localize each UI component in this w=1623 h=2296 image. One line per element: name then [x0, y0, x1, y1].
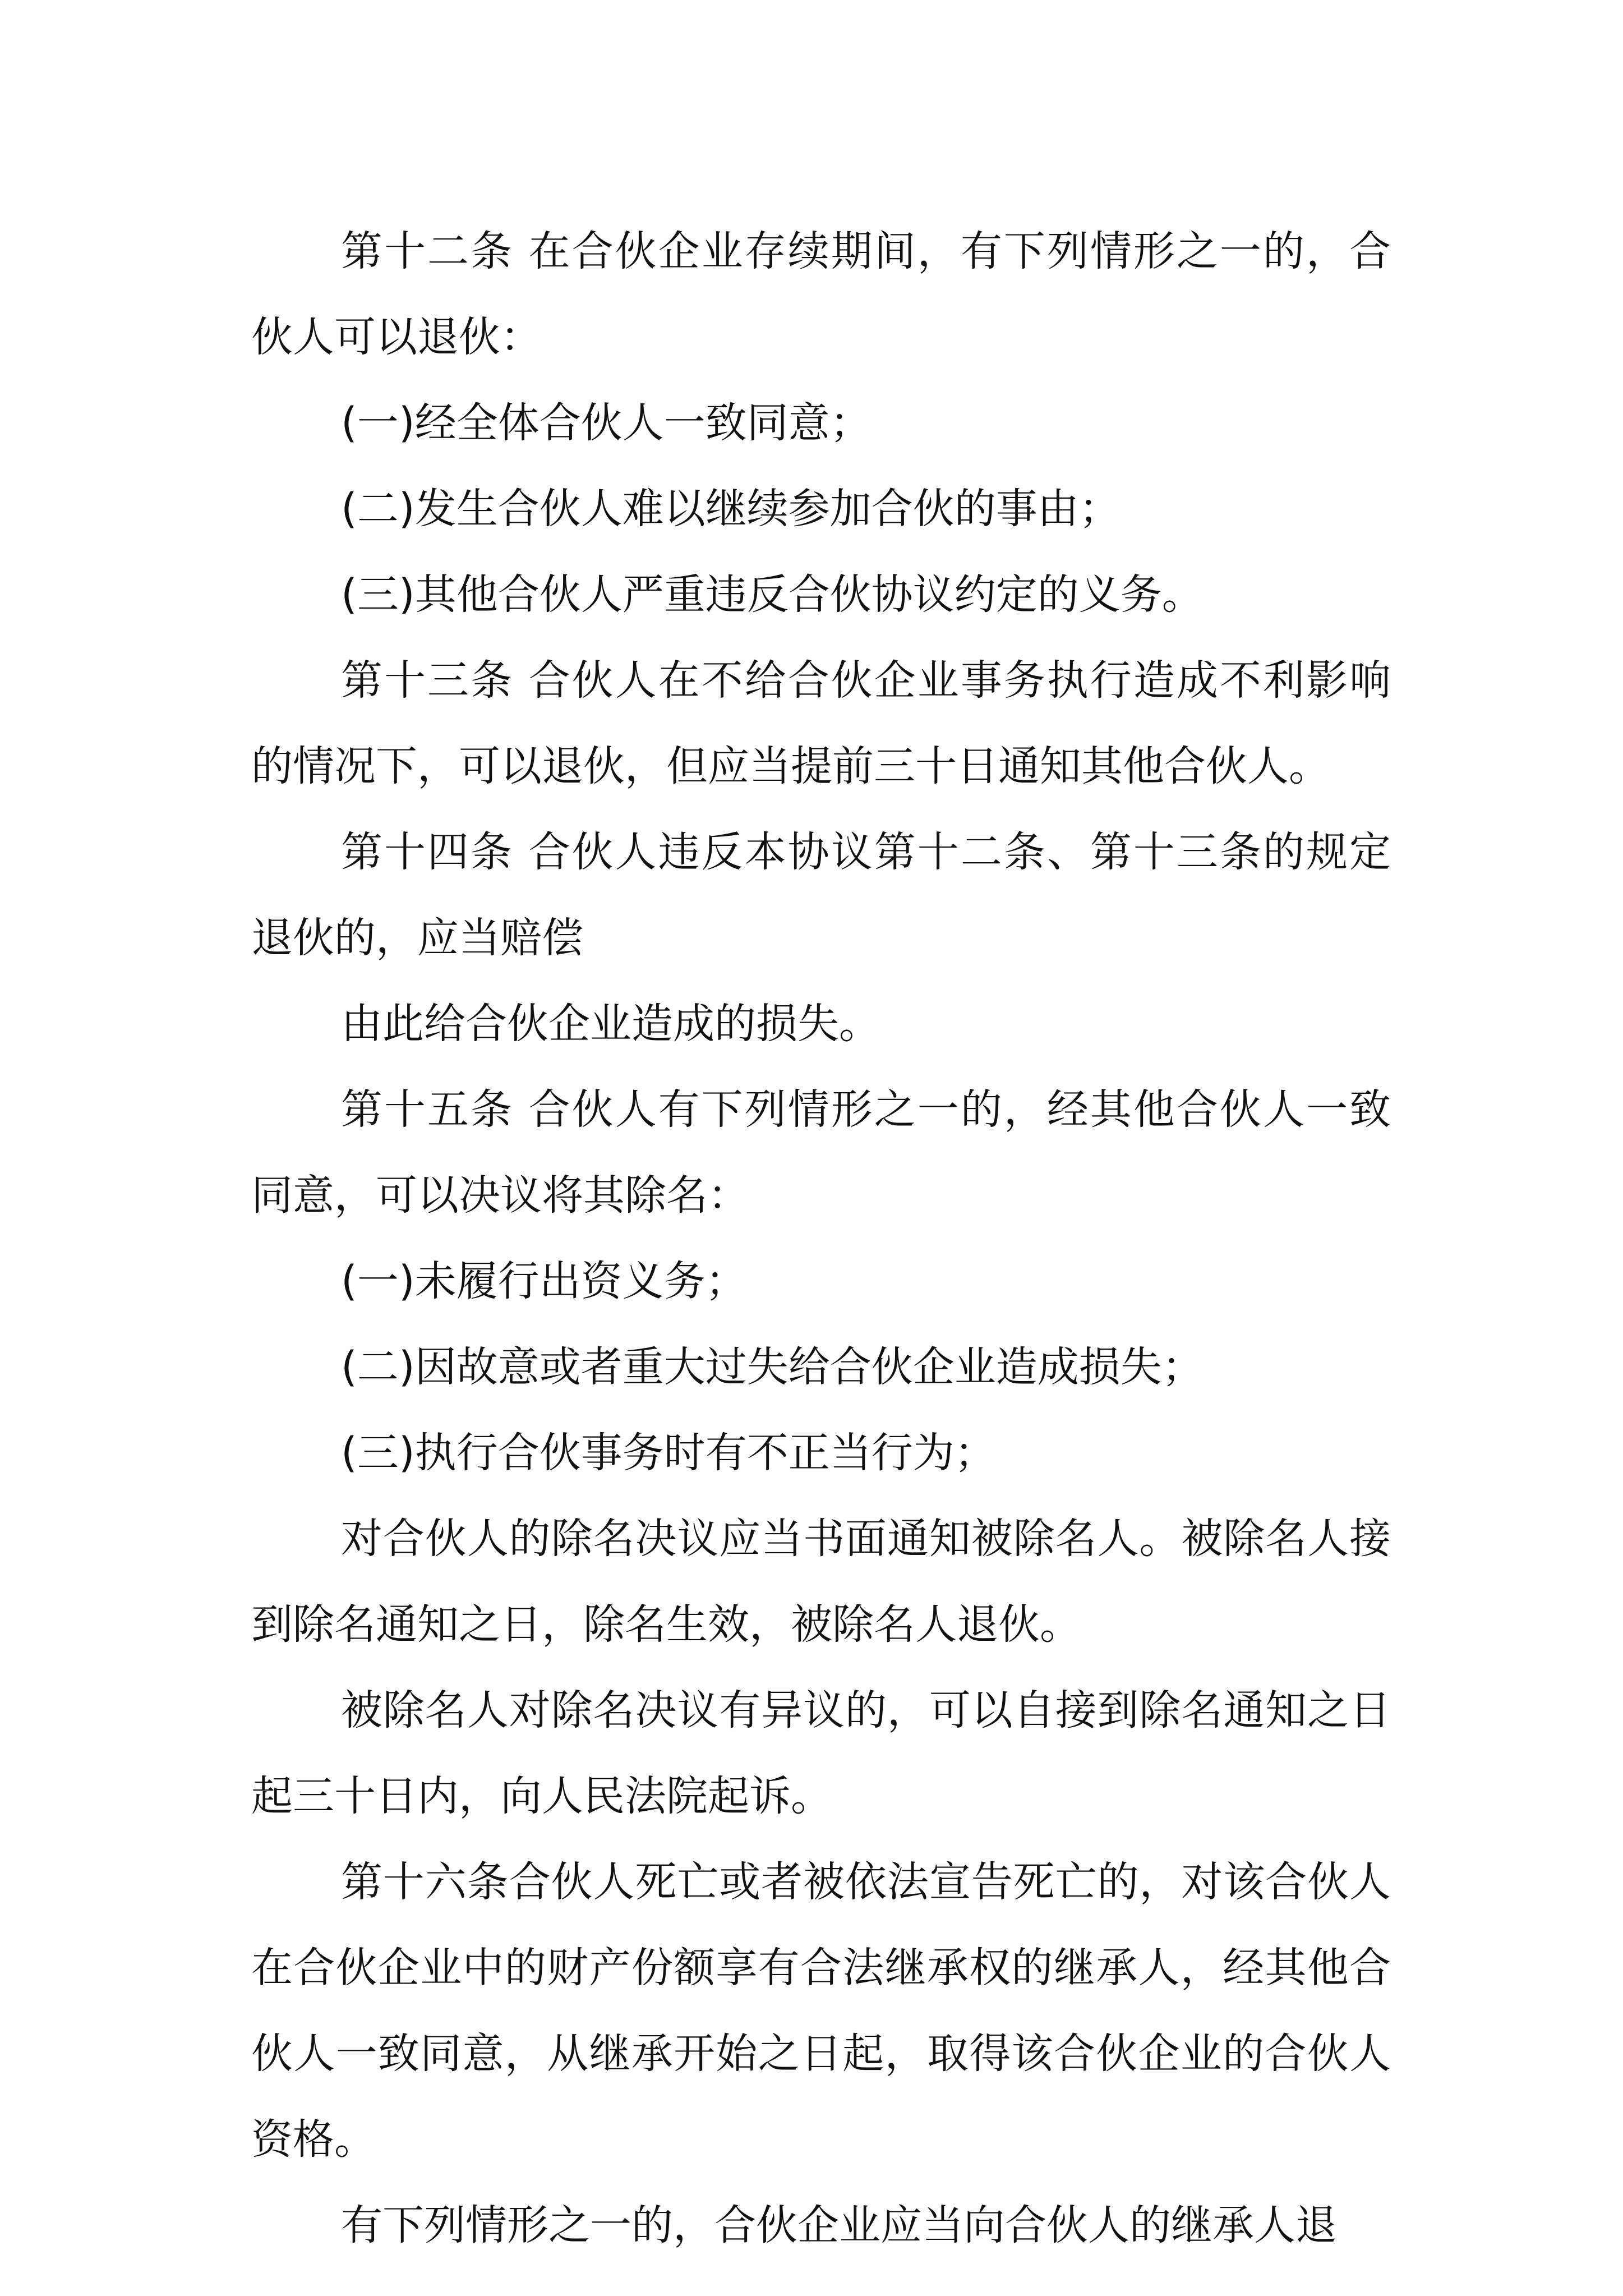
document-body: [251, 209, 1391, 2269]
paragraph-article-14: 第十四条 合伙人违反本协议第十二条、第十三条的规定退伙的，应当赔偿: [251, 828, 1391, 962]
paragraph-article-13: 第十三条 合伙人在不给合伙企业事务执行造成不利影响的情况下，可以退伙，但应当提前三十日通知其他合伙人。: [251, 656, 1391, 790]
paragraph-item-3: (三)其他合伙人严重违反合伙协议约定的义务。: [341, 570, 1204, 619]
paragraph-item-3b: (三)执行合伙事务时有不正当行为；: [341, 1429, 996, 1477]
paragraph-article-14-cont: 由此给合伙企业造成的损失。: [341, 1000, 880, 1048]
paragraph-article-16-cont: 有下列情形之一的，合伙企业应当向合伙人的继承人退: [341, 2201, 1337, 2249]
paragraph-article-16: 第十六条合伙人死亡或者被依法宣告死亡的，对该合伙人在合伙企业中的财产份额享有合法继承权的继承人，经其他合伙人一致同意，从继承开始之日起，取得该合伙企业的合伙人资格。: [251, 1858, 1391, 2164]
paragraph-item-2: (二)发生合伙人难以继续参加合伙的事由；: [341, 485, 1121, 533]
paragraph-article-12: 第十二条 在合伙企业存续期间，有下列情形之一的，合伙人可以退伙：: [251, 227, 1391, 361]
paragraph-article-15: 第十五条 合伙人有下列情形之一的，经其他合伙人一致同意，可以决议将其除名：: [251, 1085, 1391, 1220]
paragraph-item-2b: (二)因故意或者重大过失给合伙企业造成损失；: [341, 1343, 1204, 1391]
paragraph-item-1: (一)经全体合伙人一致同意；: [341, 399, 872, 447]
paragraph-item-1b: (一)未履行出资义务；: [341, 1257, 747, 1305]
paragraph-expulsion-notice: 对合伙人的除名决议应当书面通知被除名人。被除名人接到除名通知之日，除名生效，被除名人退伙。: [251, 1515, 1391, 1649]
paragraph-expulsion-objection: 被除名人对除名决议有异议的，可以自接到除名通知之日起三十日内，向人民法院起诉。: [251, 1686, 1391, 1820]
